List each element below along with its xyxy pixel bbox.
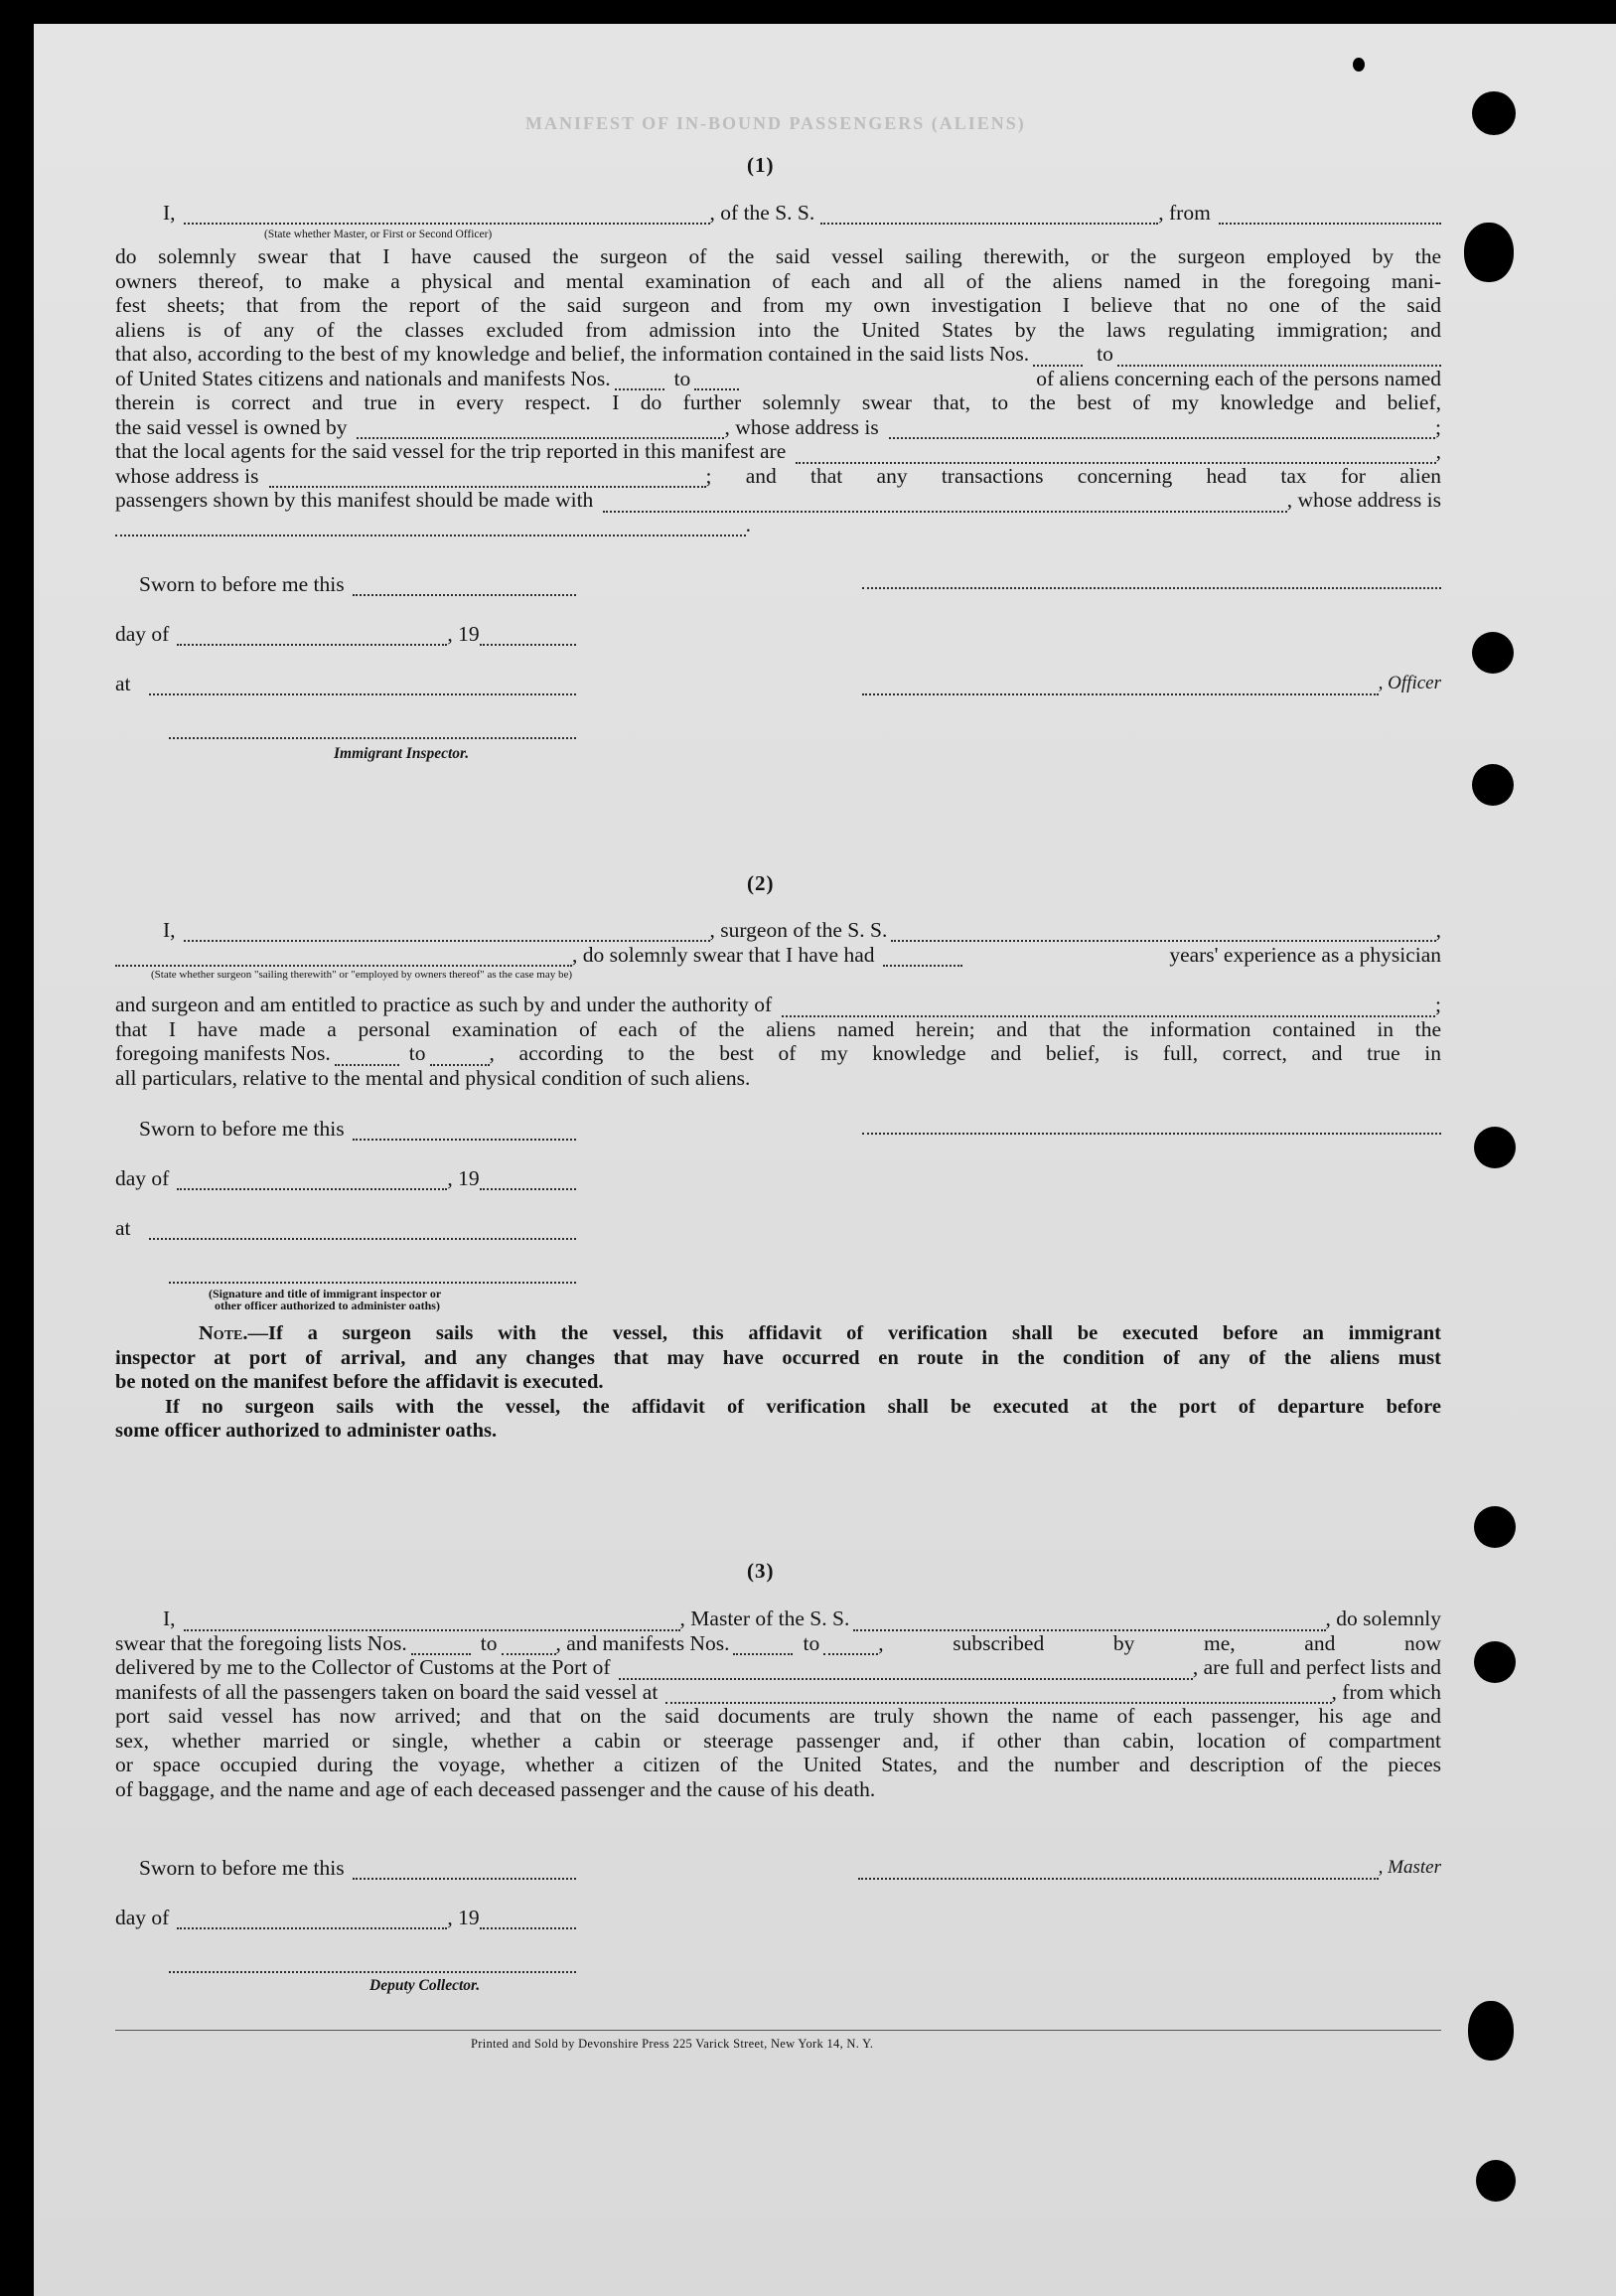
citizens-text: of United States citizens and nationals and manifests Nos. xyxy=(115,366,611,390)
s2-to-label: to xyxy=(408,1041,426,1065)
punch-hole xyxy=(1476,2160,1516,2202)
section-2-line-1 xyxy=(163,918,1441,942)
s3-day-of-label: day of xyxy=(115,1906,170,1929)
section-1-paragraph xyxy=(115,244,1441,536)
final-address-line xyxy=(115,513,751,537)
s3-line-3 xyxy=(115,1655,1441,1680)
s3-vessel-field[interactable] xyxy=(853,1615,1325,1631)
local-agents-field[interactable] xyxy=(796,448,1435,464)
s2-day-of-label: day of xyxy=(115,1166,170,1190)
manifests-from-field[interactable] xyxy=(615,375,664,390)
s3-line-1 xyxy=(115,1607,1441,1631)
s3-manifests-to-label: to xyxy=(803,1630,820,1655)
place-field[interactable] xyxy=(149,680,576,695)
punch-hole xyxy=(1464,223,1514,282)
sworn-label: Sworn to before me this xyxy=(139,572,345,596)
correct-line: therein is correct and true in every respect. I do further solemnly swear that, to the best of my knowledge and belief, xyxy=(115,390,1441,414)
officer-signature-line[interactable] xyxy=(862,587,1441,589)
s3-line-2 xyxy=(115,1631,1441,1656)
vessel-name-field[interactable] xyxy=(820,209,1158,225)
master-name-field[interactable] xyxy=(184,1615,680,1631)
section-3-sworn-line xyxy=(139,1856,576,1880)
local-agents-text: that the local agents for the said vessel for the trip reported in this manifest are xyxy=(115,439,787,463)
s2-signature-caption xyxy=(209,1288,441,1311)
s3-month-field[interactable] xyxy=(177,1913,447,1929)
manifests-to-label: to xyxy=(673,366,691,390)
lists-to-field[interactable] xyxy=(1117,351,1441,367)
s3-sworn-day-field[interactable] xyxy=(353,1864,576,1880)
deputy-label: Deputy Collector. xyxy=(369,1977,481,1994)
note-label: Note. xyxy=(199,1322,248,1344)
lists-text: that also, according to the best of my knowledge and belief, the information contained in the said lists Nos. xyxy=(115,342,1030,366)
surgeon-vessel-field[interactable] xyxy=(891,926,1435,942)
embark-port-field[interactable] xyxy=(665,1688,1331,1704)
section-3-number: (3) xyxy=(747,1559,775,1583)
manifests-all-text: manifests of all the passengers taken on board the said vessel at xyxy=(115,1679,659,1704)
s2-caption-line-1: (Signature and title of immigrant inspector or xyxy=(209,1287,442,1301)
final-period: . xyxy=(745,512,751,536)
note2-line-2: some officer authorized to administer oaths. xyxy=(115,1420,498,1442)
officer-caption: (State whether Master, or First or Second Officer) xyxy=(264,229,493,240)
surgeon-status-field[interactable] xyxy=(115,951,572,967)
note-line-2: inspector at port of arrival, and any changes that may have occurred en route in the condition of any of the aliens must xyxy=(115,1346,1441,1369)
full-perfect-text: , are full and perfect lists and xyxy=(1192,1655,1441,1679)
s3-i: I, xyxy=(163,1607,176,1630)
surgeon-caption: (State whether surgeon "sailing therewith" or "employed by owners thereof" as the case may be) xyxy=(151,969,573,981)
agents-address-line xyxy=(115,464,1441,489)
authority-semicolon: ; xyxy=(1435,993,1441,1016)
s2-at-label: at xyxy=(115,1216,131,1240)
section-3-day-line xyxy=(115,1906,576,1929)
owned-by-text: the said vessel is owned by xyxy=(115,414,348,439)
foregoing-text: foregoing manifests Nos. xyxy=(115,1041,331,1065)
s3-para-line: or space occupied during the voyage, whether a citizen of the United States, and the number and description of the pieces xyxy=(115,1753,1441,1776)
section-1-i: I, xyxy=(163,201,176,225)
section-1-para-line: do solemnly swear that I have caused the surgeon of the said vessel sailing therewith, or the surgeon employed by the xyxy=(115,244,1441,268)
delivered-text: delivered by me to the Collector of Customs at the Port of xyxy=(115,1655,611,1679)
section-1-from-label: , from xyxy=(1158,201,1211,225)
master-signature-line xyxy=(858,1856,1441,1880)
section-1-para-line: aliens is of any of the classes excluded from admission into the United States by the laws regulating immigration; and xyxy=(115,317,1441,342)
section-2-line-2 xyxy=(115,943,1441,967)
personal-exam-line: that I have made a personal examination of each of the aliens named herein; and that the information contained in the xyxy=(115,1016,1441,1041)
passengers-shown-text: passengers shown by this manifest should be made with xyxy=(115,488,594,512)
punch-hole xyxy=(1468,2001,1514,2061)
inspector-label: Immigrant Inspector. xyxy=(334,745,470,762)
s3-sworn-label: Sworn to before me this xyxy=(139,1856,345,1880)
note2-line-1: If no surgeon sails with the vessel, the affidavit of verification shall be executed at the port of departure before xyxy=(165,1395,1441,1418)
s3-para-last: of baggage, and the name and age of each deceased passenger and the cause of his death. xyxy=(115,1776,876,1801)
owner-address-field[interactable] xyxy=(889,423,1435,439)
local-agents-line xyxy=(115,439,1441,464)
head-tax-party-field[interactable] xyxy=(603,497,1286,513)
do-solemnly-label: , do solemnly swear that I have had xyxy=(572,943,875,967)
s3-para-line: sex, whether married or single, whether a cabin or steerage passenger and, if other than cabin, location of compartment xyxy=(115,1728,1441,1753)
section-1-sworn-line xyxy=(139,572,576,596)
owner-address-label: , whose address is xyxy=(724,414,879,439)
s2-manifests-from-field[interactable] xyxy=(335,1050,399,1066)
section-2-at-line xyxy=(115,1216,576,1240)
surgeon-of-label: , surgeon of the S. S. xyxy=(709,918,888,942)
agents-address-label: whose address is xyxy=(115,463,259,488)
punch-hole xyxy=(1472,632,1514,674)
footer-rule xyxy=(115,2030,1441,2031)
owner-semicolon: ; xyxy=(1435,414,1441,439)
surgeon-comma: , xyxy=(1435,918,1441,942)
s2-month-field[interactable] xyxy=(177,1174,447,1190)
month-field[interactable] xyxy=(177,630,447,646)
section-3-paragraph xyxy=(115,1607,1441,1801)
note-text-1: —If a surgeon sails with the vessel, this affidavit of verification shall be executed before an immigrant xyxy=(247,1322,1441,1344)
punch-hole xyxy=(1474,1641,1516,1683)
printer-imprint: Printed and Sold by Devonshire Press 225 Varick Street, New York 14, N. Y. xyxy=(471,2037,874,2051)
s3-lists-to-field[interactable] xyxy=(502,1639,556,1655)
owner-field[interactable] xyxy=(357,423,724,439)
s3-line-4 xyxy=(115,1680,1441,1705)
s2-inspector-signature-line[interactable] xyxy=(169,1282,576,1284)
sworn-day-field[interactable] xyxy=(353,580,576,596)
s2-manifests-to-field[interactable] xyxy=(430,1050,490,1066)
section-2-number: (2) xyxy=(747,871,775,895)
note-block xyxy=(115,1321,1441,1444)
year-field[interactable] xyxy=(480,630,576,646)
years-field[interactable] xyxy=(883,951,962,967)
citizens-line xyxy=(115,367,1441,391)
header-bleed-through: MANIFEST OF IN-BOUND PASSENGERS (ALIENS) xyxy=(525,113,1026,133)
note-line-1 xyxy=(115,1321,1441,1346)
and-manifests-text: , and manifests Nos. xyxy=(555,1630,730,1655)
officer-title-line xyxy=(862,672,1441,695)
s3-para-line: port said vessel has now arrived; and that on the said documents are truly shown the name of each passenger, his age and xyxy=(115,1704,1441,1728)
s3-year-field[interactable] xyxy=(480,1913,576,1929)
section-2-i: I, xyxy=(163,918,176,942)
agents-address-field[interactable] xyxy=(269,472,706,488)
section-2-day-line xyxy=(115,1166,576,1190)
s3-manifests-to-field[interactable] xyxy=(823,1639,878,1655)
authority-text: and surgeon and am entitled to practice as such by and under the authority of xyxy=(115,993,773,1016)
punch-hole xyxy=(1472,91,1516,135)
authority-field[interactable] xyxy=(782,1001,1435,1017)
foregoing-line xyxy=(115,1041,1441,1066)
section-1-at-line xyxy=(115,672,576,695)
years-label: years' experience as a physician xyxy=(1169,943,1441,967)
swear-lists-text: swear that the foregoing lists Nos. xyxy=(115,1630,407,1655)
s2-year-field[interactable] xyxy=(480,1174,576,1190)
section-1-day-line xyxy=(115,622,576,646)
s2-sworn-label: Sworn to before me this xyxy=(139,1117,345,1141)
surgeon-signature-line[interactable] xyxy=(862,1133,1441,1135)
master-label: , Master xyxy=(1378,1857,1441,1878)
s2-year-prefix: , 19 xyxy=(447,1166,480,1190)
s2-place-field[interactable] xyxy=(149,1224,576,1240)
at-label: at xyxy=(115,672,131,695)
s3-year-prefix: , 19 xyxy=(447,1906,480,1929)
owned-by-line xyxy=(115,415,1441,440)
lists-from-field[interactable] xyxy=(1033,351,1083,367)
punch-hole xyxy=(1474,1127,1516,1168)
s2-sworn-day-field[interactable] xyxy=(353,1125,576,1141)
s3-manifests-from-field[interactable] xyxy=(733,1639,793,1655)
passengers-shown-line xyxy=(115,488,1441,513)
lists-to-label: to xyxy=(1097,342,1113,366)
section-1-ss-label: , of the S. S. xyxy=(709,201,815,225)
section-1-number: (1) xyxy=(747,153,775,177)
all-particulars-line: all particulars, relative to the mental and physical condition of such aliens. xyxy=(115,1065,751,1090)
from-which-text: , from which xyxy=(1331,1679,1441,1704)
master-signature-field[interactable] xyxy=(858,1864,1379,1880)
manifests-to-field[interactable] xyxy=(694,375,739,390)
section-2-paragraph xyxy=(115,993,1441,1090)
s2-caption-line-2: other officer authorized to administer oaths) xyxy=(215,1299,440,1312)
head-tax-address-label: , whose address is xyxy=(1286,488,1441,512)
s3-lists-to-label: to xyxy=(480,1630,498,1655)
section-1-para-line: fest sheets; that from the report of the said surgeon and from my own investigation I believe that no one of the said xyxy=(115,293,1441,317)
punch-hole xyxy=(1472,764,1514,806)
section-1-line-1 xyxy=(163,201,1441,225)
deputy-signature-line[interactable] xyxy=(169,1971,576,1973)
ink-speck xyxy=(1353,58,1365,72)
form-page xyxy=(34,24,1616,2296)
section-2-sworn-line xyxy=(139,1117,576,1141)
port-field[interactable] xyxy=(619,1664,1193,1680)
s3-lists-from-field[interactable] xyxy=(411,1639,471,1655)
day-of-label: day of xyxy=(115,622,170,646)
surgeon-name-field[interactable] xyxy=(184,926,710,942)
authority-line xyxy=(115,993,1441,1017)
note-line-3: be noted on the manifest before the affidavit is executed. xyxy=(115,1371,604,1393)
from-port-field[interactable] xyxy=(1219,209,1441,225)
officer-name-field[interactable] xyxy=(184,209,710,225)
head-tax-text: ; and that any transactions concerning head tax for alien xyxy=(705,463,1441,488)
section-1-para-line: owners thereof, to make a physical and mental examination of each and all of the aliens named in the foregoing mani- xyxy=(115,268,1441,293)
aliens-concerning-text: of aliens concerning each of the persons named xyxy=(1036,366,1441,390)
punch-hole xyxy=(1474,1506,1516,1548)
lists-line xyxy=(115,342,1441,367)
officer-label: , Officer xyxy=(1378,673,1441,693)
officer-field[interactable] xyxy=(862,680,1379,695)
master-of-label: , Master of the S. S. xyxy=(679,1607,850,1630)
year-prefix: , 19 xyxy=(447,622,480,646)
subscribed-text: , subscribed by me, and now xyxy=(878,1630,1441,1655)
s3-do-solemnly: , do solemnly xyxy=(1325,1607,1441,1630)
according-text: , according to the best of my knowledge and belief, is full, correct, and true in xyxy=(489,1041,1441,1065)
inspector-signature-line[interactable] xyxy=(169,737,576,739)
local-agents-comma: , xyxy=(1435,439,1441,463)
head-tax-address-field[interactable] xyxy=(115,521,746,536)
